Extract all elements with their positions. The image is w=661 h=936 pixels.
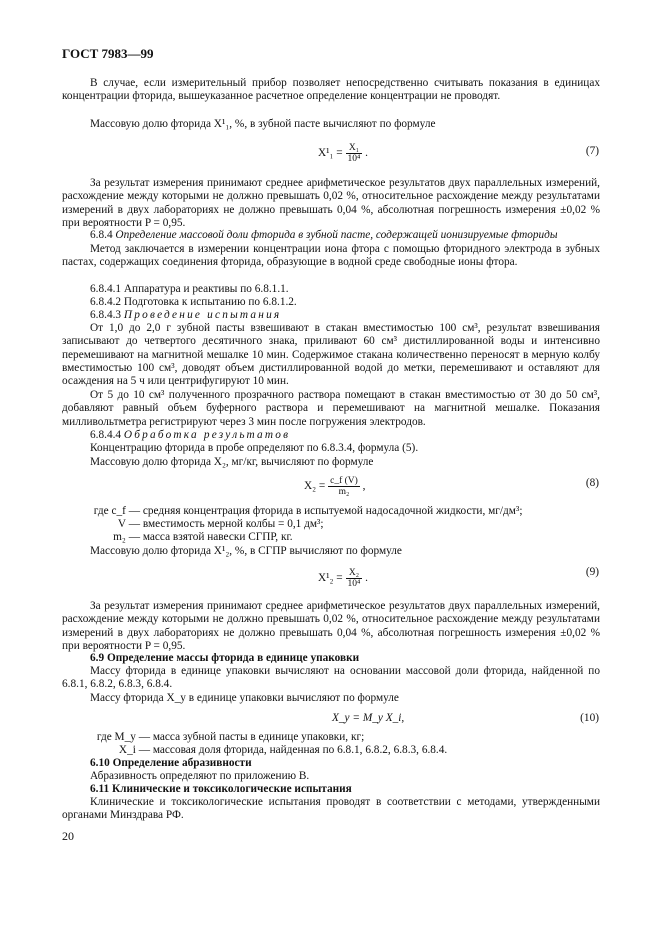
paragraph: Массу фторида X_y в единице упаковки вычисляют по формуле	[90, 692, 399, 704]
equation-number: (10)	[580, 712, 599, 724]
section-6-9: 6.9 Определение массы фторида в единице упаковки	[90, 652, 360, 664]
definition-symbol: m₂ —	[113, 531, 140, 543]
paragraph: Массовую долю фторида X¹₂, %, в СГПР вычисляют по формуле	[90, 545, 402, 557]
paragraph: За результат измерения принимают среднее арифметическое результатов двух параллельных измерений, расхождение между которыми не должно превышать 0,02 %, относительное расхождение между результатами измерений в двух лабораториях не должно превышать 0,04 %, абсолютная погрешность измерения ±0,02 % при вероятности P = 0,95.	[62, 600, 600, 652]
paragraph: От 1,0 до 2,0 г зубной пасты взвешивают в стакан вместимостью 100 см³, результат взвешивания записывают до четвертого десятичного знака, приливают 60 см³ дистиллированной воды и интенсивно перемешивают на магнитной мешалке 10 мин. Содержимое стакана количественно переносят в мерную колбу вместимостью 100 см³, доводят объем дистиллированной водой до метки, перемешивают и оставляют для осаждения на 5 ч или центрифугируют 10 мин.	[62, 322, 600, 388]
section-6-11: 6.11 Клинические и токсикологические испытания	[90, 783, 352, 795]
formula-fraction	[346, 143, 363, 164]
fraction-numerator: c_f (V)	[330, 476, 358, 486]
formula-8	[304, 476, 365, 497]
formula-lhs: X¹₂ =	[318, 572, 343, 585]
definition-text: масса взятой навески СГПР, кг.	[142, 531, 293, 543]
fraction-numerator: X₁	[346, 143, 363, 154]
section-title: Проведение испытания	[123, 309, 282, 321]
section-6-8-4-2: 6.8.4.2 Подготовка к испытанию по 6.8.1.2.	[90, 296, 297, 308]
equation-number: (8)	[585, 477, 599, 489]
formula-tail: .	[365, 572, 368, 585]
definition-symbol: V —	[117, 518, 140, 530]
formula-tail: .	[365, 147, 368, 160]
definition-text: средняя концентрация фторида в испытуемой надосадочной жидкости, мг/дм³;	[142, 505, 523, 517]
section-6-8-4-4	[62, 429, 600, 442]
formula-10: X_y = M_y X_i,	[332, 712, 405, 724]
section-6-8-4-1: 6.8.4.1 Аппаратура и реактивы по 6.8.1.1.	[90, 283, 289, 295]
definition-symbol: X_i —	[118, 744, 150, 756]
definition-symbol: где M_y —	[96, 731, 150, 743]
formula-lhs: X¹₁ =	[318, 147, 343, 160]
variable-definition	[62, 531, 293, 544]
fraction-numerator: X₂	[346, 568, 363, 579]
formula-fraction	[346, 568, 363, 589]
paragraph: Массовую долю фторида X¹₁, %, в зубной пасте вычисляют по формуле	[90, 118, 436, 130]
formula-7	[318, 143, 368, 164]
paragraph: В случае, если измерительный прибор позволяет непосредственно считывать показания в единицах концентрации фторида, вышеуказанное расчетное определение концентрации не проводят.	[62, 77, 600, 103]
formula-9	[318, 568, 368, 589]
equation-number: (7)	[585, 145, 599, 157]
variable-definition	[62, 744, 447, 757]
section-number: 6.8.4.4	[90, 429, 122, 441]
section-6-8-4	[62, 229, 600, 242]
definition-text: вместимость мерной колбы = 0,1 дм³;	[142, 518, 324, 530]
paragraph: Массу фторида в единице упаковки вычисляют на основании массовой доли фторида, найденной по 6.8.1, 6.8.2, 6.8.3, 6.8.4.	[62, 665, 600, 691]
variable-definition	[62, 518, 324, 531]
fraction-denominator: 10⁴	[347, 154, 361, 164]
section-number: 6.8.4	[90, 229, 113, 241]
section-title: Обработка результатов	[123, 429, 291, 441]
definition-symbol: где c_f —	[93, 505, 140, 517]
paragraph: Концентрацию фторида в пробе определяют по 6.8.3.4, формула (5).	[90, 442, 419, 454]
document-header: ГОСТ 7983—99	[62, 46, 154, 61]
definition-text: масса зубной пасты в единице упаковки, кг;	[152, 731, 365, 743]
fraction-denominator: m₂	[338, 487, 350, 497]
equation-number: (9)	[585, 566, 599, 578]
formula-fraction	[328, 476, 360, 497]
paragraph: Клинические и токсикологические испытания проводят в соответствии с методами, утвержденными органами Минздрава РФ.	[62, 796, 600, 822]
section-6-10: 6.10 Определение абразивности	[90, 757, 252, 769]
formula-tail: ,	[362, 480, 366, 493]
variable-definition	[62, 505, 522, 518]
paragraph: За результат измерения принимают среднее арифметическое результатов двух параллельных измерений, расхождение между которыми не должно превышать 0,02 %, относительное расхождение между результатами измерений в двух лабораториях не должно превышать 0,04 %, абсолютная погрешность измерения ±0,02 % при вероятности P = 0,95.	[62, 177, 600, 229]
definition-text: массовая доля фторида, найденная по 6.8.1, 6.8.2, 6.8.3, 6.8.4.	[152, 744, 448, 756]
paragraph: Массовую долю фторида X₂, мг/кг, вычисляют по формуле	[90, 456, 374, 468]
page-number: 20	[62, 829, 74, 843]
fraction-denominator: 10⁴	[347, 579, 361, 589]
section-number: 6.8.4.3	[90, 309, 122, 321]
paragraph: Метод заключается в измерении концентрации иона фтора с помощью фторидного электрода в зубных пастах, содержащих соединения фторида, образующие в водной среде свободные ионы фтора.	[62, 243, 600, 269]
variable-definition	[62, 731, 364, 744]
paragraph: Абразивность определяют по приложению В.	[90, 770, 310, 782]
section-6-8-4-3	[62, 309, 600, 322]
section-title: Определение массовой доли фторида в зубной пасте, содержащей ионизируемые фториды	[115, 229, 558, 241]
formula-lhs: X₂ =	[304, 480, 326, 493]
paragraph: От 5 до 10 см³ полученного прозрачного раствора помещают в стакан вместимостью от 30 до 50 см³, добавляют равный объем буферного раствора и перемешивают на магнитной мешалке. Показания милливольтметра регистрируют через 3 мин после погружения электродов.	[62, 389, 600, 428]
